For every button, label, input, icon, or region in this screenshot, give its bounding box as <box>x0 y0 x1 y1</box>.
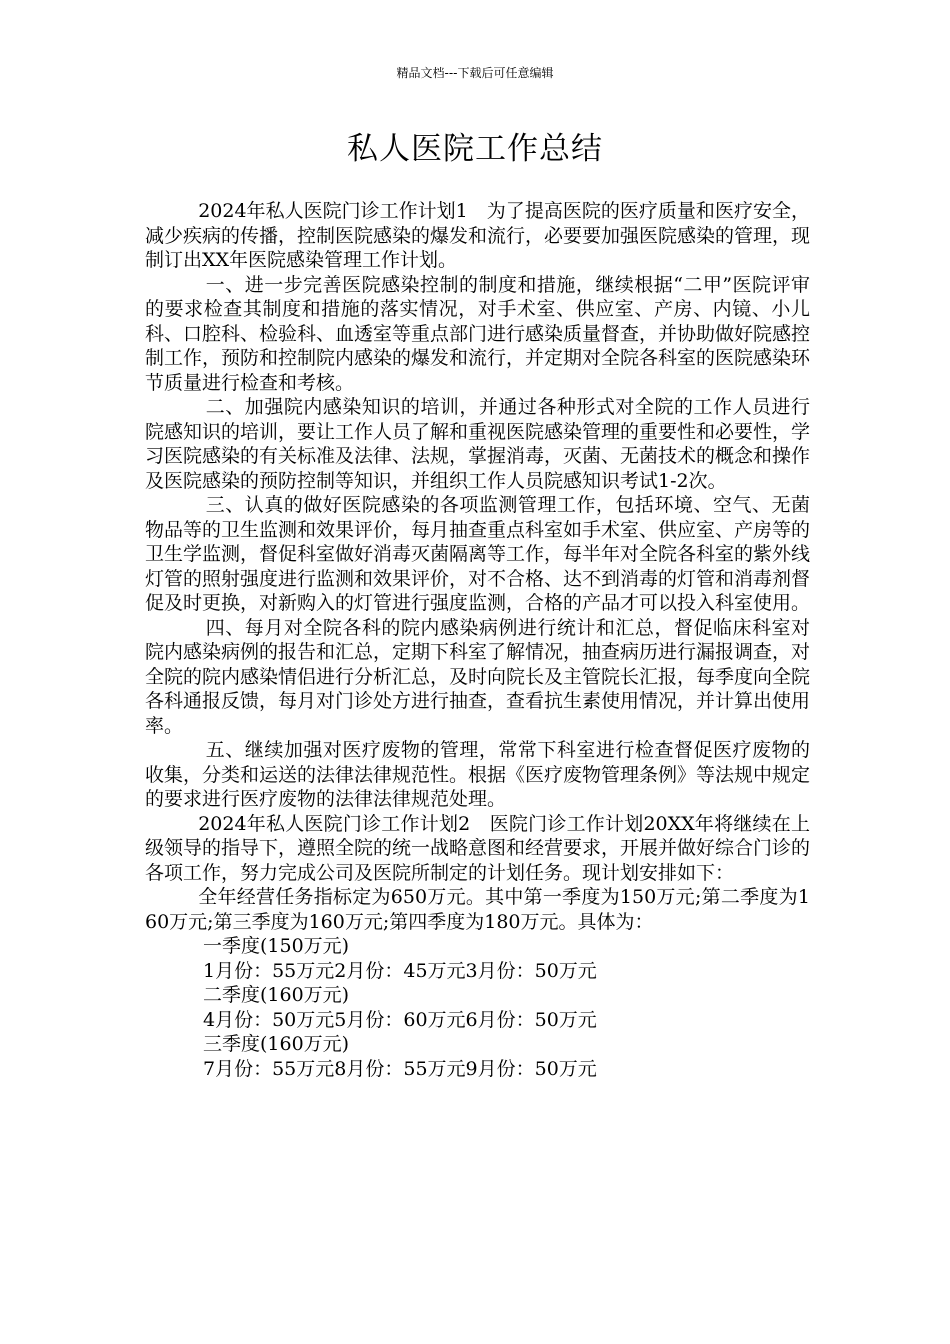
paragraph-plan-2-intro: 2024年私人医院门诊工作计划2 医院门诊工作计划20XX年将继续在上级领导的指导下，遵照全院的统一战略意图和经营要求，开展并做好综合门诊的各项工作，努力完成公司及医院所制定的计划任务。现计划安排如下： <box>145 812 811 884</box>
document-body <box>145 199 810 1081</box>
paragraph-item-2: 二、加强院内感染知识的培训，并通过各种形式对全院的工作人员进行院感知识的培训，要让工作人员了解和重视医院感染管理的重要性和必要性，学习医院感染的有关标准及法律、法规，掌握消毒，灭菌、无菌技术的概念和操作及医院感染的预防控制等知识，并组织工作人员院感知识考试1-2次。 <box>145 396 811 492</box>
quarter-3-label: 三季度(160万元) <box>203 1033 350 1055</box>
paragraph-plan-1-intro: 2024年私人医院门诊工作计划1 为了提高医院的医疗质量和医疗安全，减少疾病的传播，控制医院感染的爆发和流行，必要要加强医院感染的管理，现制订出XX年医院感染管理工作计划。 <box>145 200 811 271</box>
quarter-2-months: 4月份：50万元5月份：60万元6月份：50万元 <box>203 1008 597 1031</box>
paragraph-item-1: 一、进一步完善医院感染控制的制度和措施，继续根据“二甲”医院评审的要求检查其制度和措施的落实情况，对手术室、供应室、产房、内镜、小儿科、口腔科、检验科、血透室等重点部门进行感染质量督查，并协助做好院感控制工作，预防和控制院内感染的爆发和流行，并定期对全院各科室的医院感染环节质量进行检查和考核。 <box>145 273 811 394</box>
paragraph-item-3: 三、认真的做好医院感染的各项监测管理工作，包括环境、空气、无菌物品等的卫生监测和效果评价，每月抽查重点科室如手术室、供应室、产房等的卫生学监测，督促科室做好消毒灭菌隔离等工作，每半年对全院各科室的紫外线灯管的照射强度进行监测和效果评价，对不合格、达不到消毒的灯管和消毒剂督促及时更换，对新购入的灯管进行强度监测，合格的产品才可以投入科室使用。 <box>145 494 811 614</box>
quarter-2-label: 二季度(160万元) <box>203 984 350 1006</box>
header-note: 精品文档---下载后可任意编辑 <box>396 66 554 80</box>
quarter-1-label: 一季度(150万元) <box>203 935 350 957</box>
document-title: 私人医院工作总结 <box>347 131 603 167</box>
quarter-1-months: 1月份：55万元2月份：45万元3月份：50万元 <box>203 959 597 982</box>
paragraph-annual-target: 全年经营任务指标定为650万元。其中第一季度为150万元;第二季度为160万元;第三季度为160万元;第四季度为180万元。具体为： <box>145 886 810 933</box>
paragraph-item-4: 四、每月对全院各科的院内感染病例进行统计和汇总，督促临床科室对院内感染病例的报告和汇总，定期下科室了解情况，抽查病历进行漏报调查，对全院的院内感染情侣进行分析汇总，及时向院长及主管院长汇报，每季度向全院各科通报反馈，每月对门诊处方进行抽查，查看抗生素使用情况，并计算出使用率。 <box>145 616 811 737</box>
paragraph-item-5: 五、继续加强对医疗废物的管理，常常下科室进行检查督促医疗废物的收集，分类和运送的法律法律规范性。根据《医疗废物管理条例》等法规中规定的要求进行医疗废物的法律法律规范处理。 <box>145 739 811 810</box>
quarter-3-months: 7月份：55万元8月份：55万元9月份：50万元 <box>203 1057 597 1080</box>
